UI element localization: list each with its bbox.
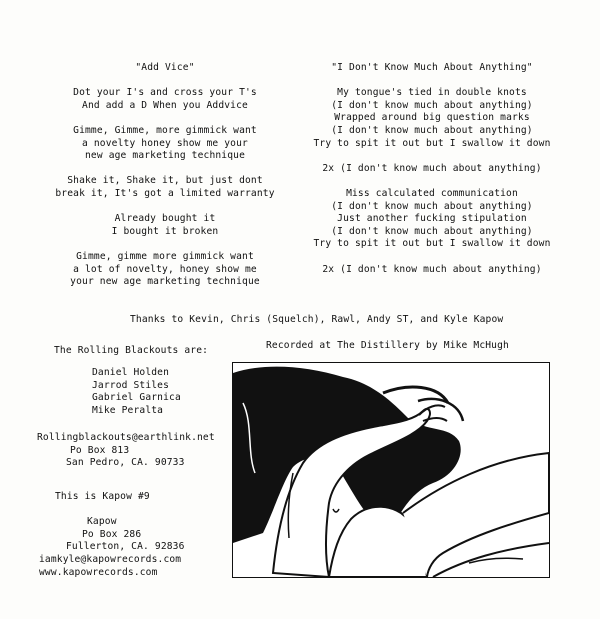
lyric-line: Shake it, Shake it, but just dont: [67, 175, 263, 187]
lyric-line: Already bought it: [114, 213, 216, 225]
lyric-line: My tongue's tied in double knots: [337, 87, 527, 99]
lyric-line: Miss calculated communication: [346, 187, 518, 199]
lyric-line: 2x (I don't know much about anything): [322, 263, 542, 275]
label-name: Kapow: [87, 516, 117, 528]
song-title: "I Don't Know Much About Anything": [331, 62, 533, 73]
lyric-line: Wrapped around big question marks: [334, 112, 530, 124]
label-po-box: Po Box 286: [82, 528, 142, 540]
stanza-break: [282, 251, 582, 264]
lyric-line: (I don't know much about anything): [331, 124, 533, 136]
lyric-line: Dot your I's and cross your T's: [73, 87, 257, 99]
member-name: Gabriel Garnica: [92, 392, 181, 404]
label-city: Fullerton, CA. 92836: [66, 541, 185, 553]
lyric-line: your new age marketing technique: [70, 276, 260, 288]
lyric-line: a lot of novelty, honey show me: [73, 263, 257, 275]
song-i-dont-know: [282, 62, 582, 276]
lyric-line: I bought it broken: [111, 225, 219, 237]
lyric-lines: [40, 87, 290, 289]
label-website: www.kapowrecords.com: [39, 566, 158, 578]
song-title: "Add Vice": [135, 62, 195, 73]
lyric-line: break it, It's got a limited warranty: [55, 187, 275, 199]
band-members: [92, 367, 181, 417]
band-heading: The Rolling Blackouts are:: [54, 345, 209, 356]
label-info: [30, 491, 230, 579]
stanza-break: [40, 112, 290, 125]
lyric-line: (I don't know much about anything): [331, 99, 533, 111]
lyric-line: new age marketing technique: [85, 150, 245, 162]
member-name: Jarrod Stiles: [92, 379, 170, 391]
recorded-credit: Recorded at The Distillery by Mike McHugh: [266, 340, 509, 351]
cover-illustration: [232, 362, 550, 578]
band-contact: [37, 432, 237, 470]
lyric-lines: [282, 87, 582, 276]
lyric-line: Gimme, gimme more gimmick want: [76, 250, 254, 262]
band-city: San Pedro, CA. 90733: [66, 457, 185, 469]
thanks-line: Thanks to Kevin, Chris (Squelch), Rawl, Andy ST, and Kyle Kapow: [130, 314, 504, 325]
member-name: Daniel Holden: [92, 367, 170, 378]
lyric-line: (I don't know much about anything): [331, 200, 533, 212]
stanza-break: [40, 163, 290, 176]
lyric-line: Try to spit it out but I swallow it down: [313, 238, 551, 250]
stanza-break: [40, 238, 290, 251]
stanza-break: [282, 150, 582, 163]
lyric-line: 2x (I don't know much about anything): [322, 162, 542, 174]
lyric-line: (I don't know much about anything): [331, 225, 533, 237]
lyric-line: a novelty honey show me your: [82, 137, 248, 149]
lyric-line: Gimme, Gimme, more gimmick want: [73, 124, 257, 136]
label-email: iamkyle@kapowrecords.com: [39, 553, 182, 565]
illustration-figure: [233, 363, 549, 577]
lyric-line: And add a D When you Addvice: [82, 99, 248, 111]
band-email: Rollingblackouts@earthlink.net: [37, 432, 215, 443]
stanza-break: [40, 201, 290, 214]
member-name: Mike Peralta: [92, 404, 164, 416]
stanza-break: [282, 175, 582, 188]
lyric-line: Just another fucking stipulation: [337, 213, 527, 225]
song-add-vice: [40, 62, 290, 289]
band-po-box: Po Box 813: [70, 444, 130, 456]
lyric-line: Try to spit it out but I swallow it down: [313, 137, 551, 149]
catalog-number: This is Kapow #9: [55, 491, 150, 502]
